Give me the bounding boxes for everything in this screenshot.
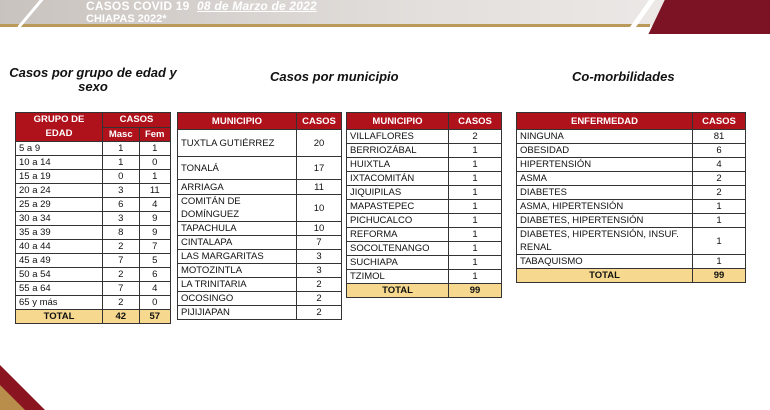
- municipio-cell-text: HUIXTLA: [350, 159, 391, 170]
- col-header-municipio: MUNICIPIO: [178, 113, 297, 130]
- enfermedad-cell: [517, 130, 693, 144]
- table-row: [16, 282, 171, 296]
- table-row: [517, 158, 746, 172]
- cases-cell: 2: [693, 172, 746, 186]
- cases-cell: 2: [297, 306, 342, 320]
- municipio-cell-text: TUXTLA GUTIÉRREZ: [181, 137, 275, 149]
- cases-cell: 1: [449, 158, 502, 172]
- enfermedad-cell: [517, 228, 693, 255]
- masc-cases-cell: 2: [103, 240, 140, 254]
- table-row: [178, 157, 342, 180]
- table-row: [347, 172, 502, 186]
- table-row: [347, 144, 502, 158]
- masc-cases-cell: 3: [103, 184, 140, 198]
- masc-cases-cell: 8: [103, 226, 140, 240]
- col-header-cases: CASOS: [297, 113, 342, 130]
- municipio-cell: [347, 214, 449, 228]
- enfermedad-cell-text: NINGUNA: [520, 131, 564, 142]
- table-row: [517, 130, 746, 144]
- cases-cell: 17: [297, 157, 342, 180]
- total-label: TOTAL: [517, 269, 693, 283]
- municipio-table-2: [346, 112, 502, 298]
- table-row: [517, 144, 746, 158]
- enfermedad-cell-text: ASMA: [520, 173, 547, 184]
- total-value: 99: [693, 269, 746, 283]
- fem-cases-cell: 9: [139, 212, 171, 226]
- cases-cell: 1: [449, 172, 502, 186]
- age-group-cell: 65 y más: [16, 296, 103, 310]
- municipio-cell-text: IXTACOMITÁN: [350, 173, 415, 184]
- table-row: [517, 228, 746, 255]
- table-row: [347, 270, 502, 284]
- municipio-cell: [347, 130, 449, 144]
- table-row: [178, 222, 342, 236]
- cases-cell: 1: [693, 200, 746, 214]
- municipio-cell-text: MAPASTEPEC: [350, 201, 415, 212]
- col-header-enfermedad: ENFERMEDAD: [517, 113, 693, 130]
- cases-cell: 2: [449, 130, 502, 144]
- fem-cases-cell: 0: [139, 156, 171, 170]
- table-row: [16, 156, 171, 170]
- age-group-table: [15, 112, 171, 324]
- municipio-cell: [347, 270, 449, 284]
- age-group-cell: 35 a 39: [16, 226, 103, 240]
- cases-cell: 4: [693, 158, 746, 172]
- table-row: [16, 184, 171, 198]
- header-title-text: CASOS COVID 19: [86, 0, 190, 13]
- masc-cases-cell: 6: [103, 198, 140, 212]
- section-title-age: Casos por grupo de edad y sexo: [9, 65, 177, 94]
- cases-cell: 1: [449, 186, 502, 200]
- municipio-cell: [178, 264, 297, 278]
- table-row: [347, 256, 502, 270]
- masc-cases-cell: 7: [103, 254, 140, 268]
- municipio-cell: [178, 195, 297, 222]
- total-row: [517, 269, 746, 283]
- enfermedad-cell-text: DIABETES, HIPERTENSIÓN: [520, 215, 644, 226]
- table-row: [347, 214, 502, 228]
- table-row: [16, 240, 171, 254]
- table-row: [16, 226, 171, 240]
- table-row: [178, 292, 342, 306]
- municipio-cell: [347, 186, 449, 200]
- table-row: [347, 130, 502, 144]
- cases-cell: 1: [449, 270, 502, 284]
- municipio-cell-text: CINTALAPA: [181, 237, 233, 248]
- cases-cell: 1: [449, 214, 502, 228]
- header-date: 08 de Marzo de 2022: [197, 0, 317, 13]
- table-row: [16, 170, 171, 184]
- total-label: TOTAL: [347, 284, 449, 298]
- table-row: [178, 250, 342, 264]
- age-group-cell: 15 a 19: [16, 170, 103, 184]
- fem-cases-cell: 6: [139, 268, 171, 282]
- enfermedad-cell: [517, 186, 693, 200]
- municipio-cell-text: JIQUIPILAS: [350, 187, 402, 198]
- table-row: [347, 200, 502, 214]
- municipio-cell: [347, 256, 449, 270]
- header-title: [86, 0, 317, 13]
- municipio-cell-text: LA TRINITARIA: [181, 279, 247, 290]
- cases-cell: 11: [297, 180, 342, 195]
- cases-cell: 2: [297, 278, 342, 292]
- municipio-cell-text: REFORMA: [350, 229, 398, 240]
- table-row: [16, 142, 171, 156]
- table-row: [517, 214, 746, 228]
- table-row: [16, 212, 171, 226]
- municipio-cell-text: MOTOZINTLA: [181, 265, 243, 276]
- fem-cases-cell: 4: [139, 282, 171, 296]
- enfermedad-cell: [517, 255, 693, 269]
- table-row: [178, 195, 342, 222]
- enfermedad-cell-text: DIABETES, HIPERTENSIÓN, INSUF.: [520, 229, 679, 240]
- municipio-cell-text: PICHUCALCO: [350, 215, 413, 226]
- municipio-cell: [178, 130, 297, 157]
- municipio-cell: [347, 228, 449, 242]
- municipio-cell: [347, 158, 449, 172]
- enfermedad-cell-text: TABAQUISMO: [520, 256, 583, 267]
- cases-cell: 1: [449, 228, 502, 242]
- fem-cases-cell: 4: [139, 198, 171, 212]
- enfermedad-cell: [517, 158, 693, 172]
- table-row: [517, 186, 746, 200]
- table-row: [178, 180, 342, 195]
- municipio-cell: [178, 278, 297, 292]
- municipio-cell-text: LAS MARGARITAS: [181, 251, 264, 262]
- table-row: [347, 186, 502, 200]
- section-title-comorbilidades: Co-morbilidades: [572, 69, 675, 84]
- municipio-cell: [347, 172, 449, 186]
- fem-cases-cell: 11: [139, 184, 171, 198]
- municipio-cell: [178, 250, 297, 264]
- enfermedad-cell: [517, 144, 693, 158]
- table-row: [517, 172, 746, 186]
- total-fem: 57: [139, 310, 171, 324]
- enfermedad-cell: [517, 200, 693, 214]
- municipio-cell: [347, 242, 449, 256]
- table-row: [178, 236, 342, 250]
- total-value: 99: [449, 284, 502, 298]
- masc-cases-cell: 3: [103, 212, 140, 226]
- fem-cases-cell: 1: [139, 142, 171, 156]
- cases-cell: 2: [693, 186, 746, 200]
- municipio-cell-text: ARRIAGA: [181, 181, 224, 193]
- age-group-cell: 10 a 14: [16, 156, 103, 170]
- fem-cases-cell: 9: [139, 226, 171, 240]
- municipio-cell: [178, 292, 297, 306]
- cases-cell: 81: [693, 130, 746, 144]
- age-group-cell: 25 a 29: [16, 198, 103, 212]
- age-group-cell: 50 a 54: [16, 268, 103, 282]
- age-group-cell: 30 a 34: [16, 212, 103, 226]
- municipio-cell-text: BERRIOZÁBAL: [350, 145, 417, 156]
- total-row: [347, 284, 502, 298]
- municipio-cell: [178, 157, 297, 180]
- cases-cell: 2: [297, 292, 342, 306]
- cases-cell: 20: [297, 130, 342, 157]
- enfermedad-cell-text: HIPERTENSIÓN: [520, 159, 592, 170]
- cases-cell: 7: [297, 236, 342, 250]
- fem-cases-cell: 0: [139, 296, 171, 310]
- municipio-table-1: [177, 112, 342, 320]
- enfermedad-cell-text: ASMA, HIPERTENSIÓN: [520, 201, 624, 212]
- enfermedad-cell-text: OBESIDAD: [520, 145, 570, 156]
- col-header-municipio: MUNICIPIO: [347, 113, 449, 130]
- municipio-cell-text: OCOSINGO: [181, 293, 234, 304]
- table-row: [517, 255, 746, 269]
- col-header-masc: Masc: [103, 127, 140, 142]
- fem-cases-cell: 1: [139, 170, 171, 184]
- municipio-cell: [347, 144, 449, 158]
- cases-cell: 3: [297, 264, 342, 278]
- cases-cell: 1: [693, 228, 746, 255]
- municipio-cell-text: COMITÁN DE: [181, 196, 241, 207]
- col-header-cases: CASOS: [449, 113, 502, 130]
- cases-cell: 6: [693, 144, 746, 158]
- municipio-cell-text: TAPACHULA: [181, 223, 237, 234]
- masc-cases-cell: 1: [103, 156, 140, 170]
- masc-cases-cell: 0: [103, 170, 140, 184]
- col-header-fem: Fem: [139, 127, 171, 142]
- municipio-cell-text: TONALÁ: [181, 162, 219, 174]
- municipio-cell-text-line2: DOMÍNGUEZ: [181, 209, 240, 220]
- masc-cases-cell: 1: [103, 142, 140, 156]
- col-header-group: GRUPO DE EDAD: [16, 113, 103, 142]
- table-row: [16, 254, 171, 268]
- table-row: [517, 200, 746, 214]
- municipio-cell-text: TZIMOL: [350, 271, 385, 282]
- cases-cell: 10: [297, 195, 342, 222]
- cases-cell: 1: [693, 214, 746, 228]
- municipio-cell: [178, 180, 297, 195]
- age-group-cell: 5 a 9: [16, 142, 103, 156]
- cases-cell: 10: [297, 222, 342, 236]
- corner-decoration-bottom-left-gold: [0, 385, 25, 410]
- enfermedad-cell-text: DIABETES: [520, 187, 567, 198]
- table-row: [16, 268, 171, 282]
- total-masc: 42: [103, 310, 140, 324]
- municipio-cell-text: VILLAFLORES: [350, 131, 414, 142]
- enfermedad-cell: [517, 214, 693, 228]
- col-header-cases: CASOS: [103, 113, 171, 128]
- col-header-cases: CASOS: [693, 113, 746, 130]
- table-row: [178, 278, 342, 292]
- total-row: [16, 310, 171, 324]
- cases-cell: 1: [449, 200, 502, 214]
- table-row: [347, 158, 502, 172]
- enfermedad-cell-text-line2: RENAL: [520, 242, 552, 253]
- municipio-cell-text: PIJIJIAPAN: [181, 307, 230, 318]
- age-group-cell: 45 a 49: [16, 254, 103, 268]
- fem-cases-cell: 7: [139, 240, 171, 254]
- comorbilidades-table: [516, 112, 746, 283]
- table-row: [178, 130, 342, 157]
- fem-cases-cell: 5: [139, 254, 171, 268]
- enfermedad-cell: [517, 172, 693, 186]
- municipio-cell: [178, 306, 297, 320]
- cases-cell: 1: [449, 256, 502, 270]
- section-title-municipio: Casos por municipio: [270, 69, 399, 84]
- age-group-cell: 55 a 64: [16, 282, 103, 296]
- cases-cell: 3: [297, 250, 342, 264]
- table-row: [347, 242, 502, 256]
- masc-cases-cell: 7: [103, 282, 140, 296]
- municipio-cell-text: SOCOLTENANGO: [350, 243, 430, 254]
- masc-cases-cell: 2: [103, 268, 140, 282]
- municipio-cell: [347, 200, 449, 214]
- total-label: TOTAL: [16, 310, 103, 324]
- table-row: [16, 198, 171, 212]
- municipio-cell: [178, 236, 297, 250]
- masc-cases-cell: 2: [103, 296, 140, 310]
- table-row: [178, 264, 342, 278]
- municipio-cell: [178, 222, 297, 236]
- cases-cell: 1: [449, 144, 502, 158]
- cases-cell: 1: [449, 242, 502, 256]
- table-row: [178, 306, 342, 320]
- table-row: [347, 228, 502, 242]
- table-row: [16, 296, 171, 310]
- age-group-cell: 40 a 44: [16, 240, 103, 254]
- header-subtitle: CHIAPAS 2022*: [86, 13, 167, 25]
- age-group-cell: 20 a 24: [16, 184, 103, 198]
- municipio-cell-text: SUCHIAPA: [350, 257, 398, 268]
- cases-cell: 1: [693, 255, 746, 269]
